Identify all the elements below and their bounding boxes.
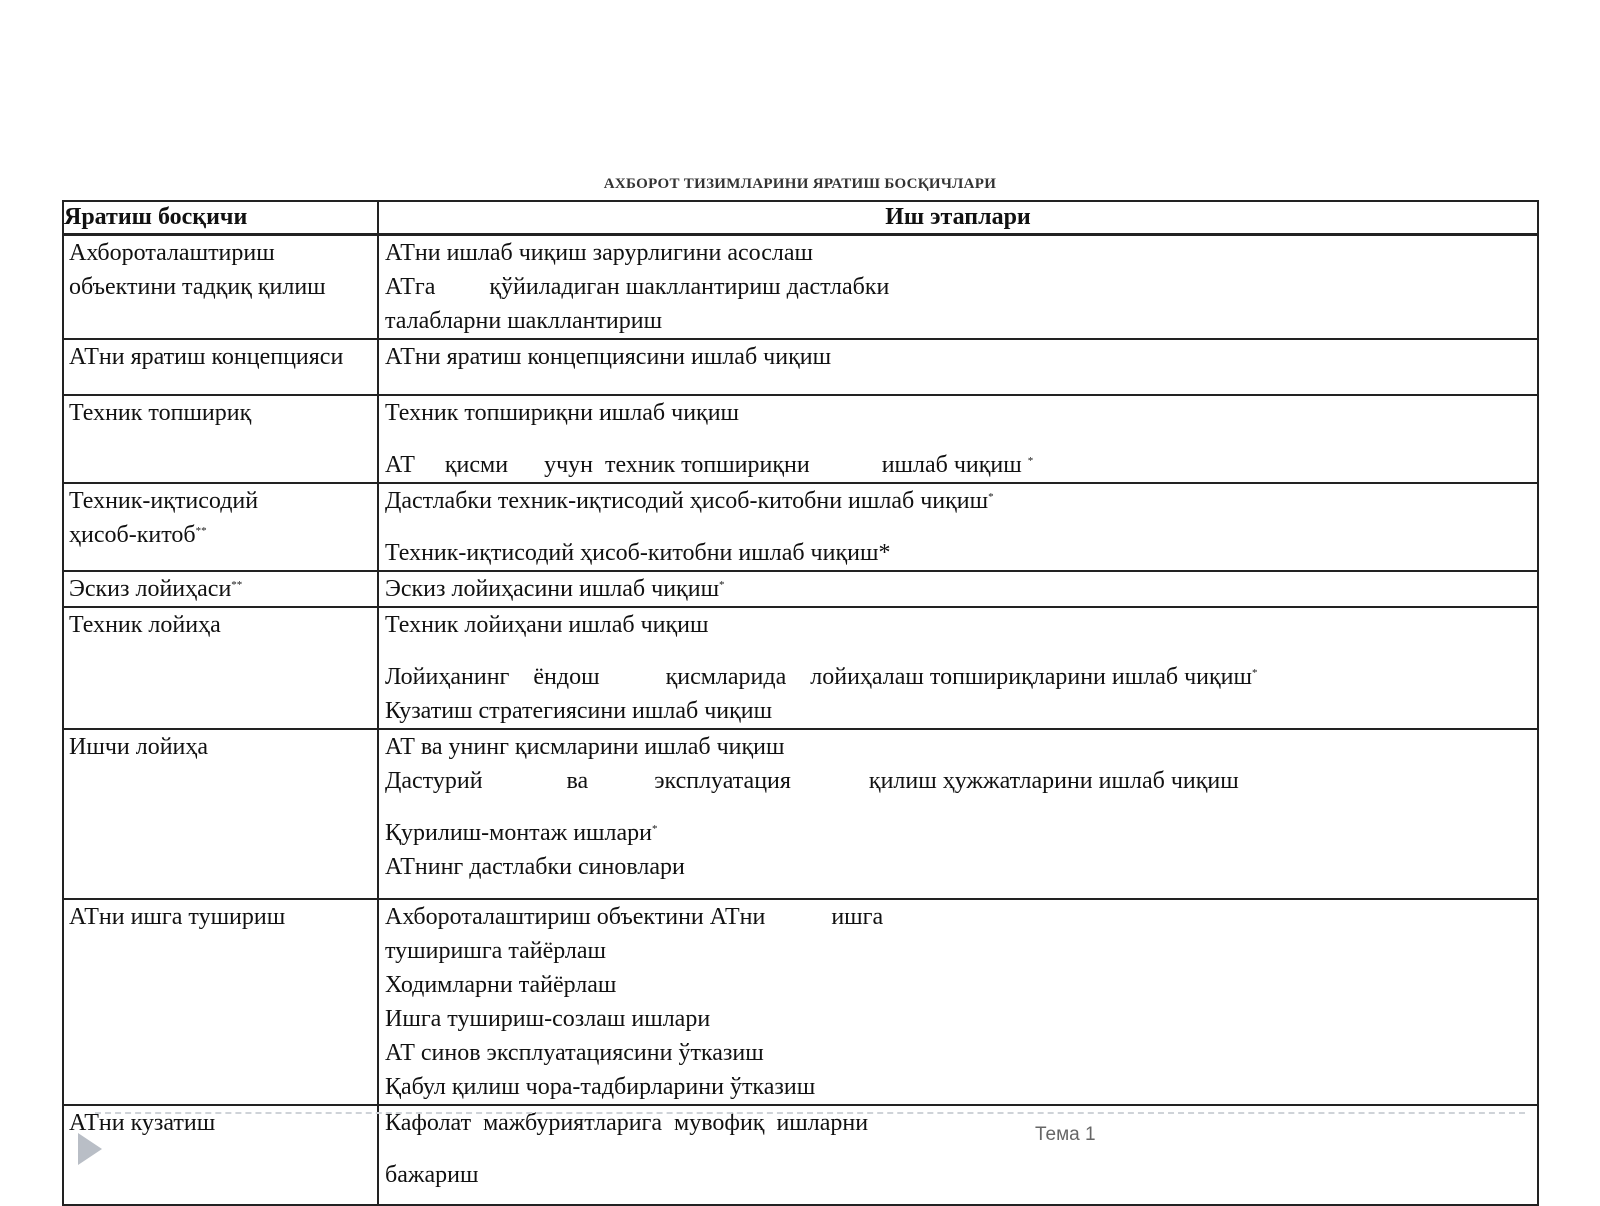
step-text: туширишга тайёрлаш [385, 938, 607, 964]
table-row [63, 729, 1538, 899]
step-text: Қурилиш-монтаж ишлари [385, 820, 652, 846]
stage-label-line [69, 236, 371, 270]
stage-label-text: Ахбороталаштириш [69, 240, 275, 266]
step-line [385, 764, 1531, 798]
step-line [385, 484, 1531, 518]
step-text: АТни ишлаб чиқиш зарурлигини асослаш [385, 240, 813, 266]
table-row [63, 235, 1538, 340]
stage-cell [63, 235, 378, 340]
stage-cell [63, 339, 378, 395]
stage-label-text: Ишчи лойиҳа [69, 734, 209, 760]
step-line [385, 968, 1531, 1002]
stage-label-line [69, 270, 371, 304]
stage-label-line [69, 900, 371, 934]
step-line [385, 1158, 1531, 1192]
line-gap [385, 798, 1531, 816]
play-arrow-icon[interactable] [78, 1133, 102, 1165]
step-text: Ишга тушириш-созлаш ишлари [385, 1006, 711, 1032]
footnote-marker: * [652, 823, 658, 835]
stage-cell [63, 483, 378, 571]
step-text: Ахбороталаштириш объектини АТни ишга [385, 904, 884, 930]
stage-cell [63, 729, 378, 899]
step-line [385, 934, 1531, 968]
step-line [385, 660, 1531, 694]
step-text: АТ қисми учун техник топшириқни ишлаб чиқиш [385, 452, 1028, 478]
step-text: Дастлабки техник-иқтисодий ҳисоб-китобни ишлаб чиқиш [385, 488, 989, 514]
step-line [385, 1002, 1531, 1036]
step-line [385, 340, 1531, 374]
step-text: АТ ва унинг қисмларини ишлаб чиқиш [385, 734, 785, 760]
stage-label-text: объектини тадқиқ қилиш [69, 274, 326, 300]
step-text: Кузатиш стратегиясини ишлаб чиқиш [385, 698, 773, 724]
footnote-marker: * [988, 491, 994, 503]
stages-table [62, 200, 1539, 1206]
line-gap [385, 1140, 1531, 1158]
step-text: Лойиҳанинг ёндош қисмларида лойиҳалаш топшириқларини ишлаб чиқиш [385, 664, 1252, 690]
footer-divider [95, 1112, 1525, 1114]
step-line [385, 1036, 1531, 1070]
table-row [63, 483, 1538, 571]
step-text: Техник-иқтисодий ҳисоб-китобни ишлаб чиқиш* [385, 540, 891, 566]
stage-cell [63, 395, 378, 483]
step-line [385, 608, 1531, 642]
step-line [385, 448, 1531, 482]
stage-label-line [69, 608, 371, 642]
stage-label-line [69, 518, 371, 552]
step-line [385, 536, 1531, 570]
column-header-steps: Иш этаплари [378, 201, 1538, 235]
step-text: Техник лойиҳани ишлаб чиқиш [385, 612, 709, 638]
stage-label-text: Эскиз лойиҳаси [69, 576, 232, 602]
step-text: Эскиз лойиҳасини ишлаб чиқиш [385, 576, 720, 602]
stage-label-text: АТни кузатиш [69, 1110, 216, 1136]
table-row [63, 339, 1538, 395]
step-line [385, 304, 1531, 338]
step-text: АТ синов эксплуатациясини ўтказиш [385, 1040, 764, 1066]
steps-cell [378, 395, 1538, 483]
table-header-row [63, 201, 1538, 235]
steps-cell [378, 571, 1538, 607]
stage-label-text: Техник-иқтисодий [69, 488, 259, 514]
steps-cell [378, 483, 1538, 571]
step-text: Қабул қилиш чора-тадбирларини ўтказиш [385, 1074, 816, 1100]
document-title: АХБОРОТ ТИЗИМЛАРИНИ ЯРАТИШ БОСҚИЧЛАРИ [603, 176, 997, 192]
footnote-marker: ** [231, 579, 243, 591]
step-line [385, 900, 1531, 934]
step-line [385, 270, 1531, 304]
stage-label-line [69, 396, 371, 430]
stage-label-line [69, 730, 371, 764]
step-line [385, 730, 1531, 764]
footnote-marker: * [1027, 455, 1034, 467]
step-text: Ходимларни тайёрлаш [385, 972, 617, 998]
table-row [63, 571, 1538, 607]
stage-cell [63, 1105, 378, 1205]
steps-cell [378, 729, 1538, 899]
table-row [63, 607, 1538, 729]
steps-cell [378, 607, 1538, 729]
footnote-marker: * [719, 579, 725, 591]
stage-label-text: Техник лойиҳа [69, 612, 221, 638]
footnote-marker: * [1251, 667, 1258, 679]
step-text: АТни яратиш концепциясини ишлаб чиқиш [385, 344, 832, 370]
line-gap [385, 642, 1531, 660]
footnote-marker: ** [195, 525, 207, 537]
step-line [385, 694, 1531, 728]
stage-label-line [69, 484, 371, 518]
stage-label-text: АТни яратиш концепцияси [69, 344, 344, 370]
step-text: АТнинг дастлабки синовлари [385, 854, 685, 880]
footer-label: Тема 1 [1035, 1124, 1096, 1145]
table-row [63, 395, 1538, 483]
step-line [385, 1070, 1531, 1104]
step-line [385, 572, 1531, 606]
table-row [63, 899, 1538, 1105]
step-text: талабларни шакллантириш [385, 308, 663, 334]
stage-label-text: ҳисоб-китоб [69, 522, 196, 548]
line-gap [385, 518, 1531, 536]
column-header-stage: Яратиш босқичи [63, 201, 378, 235]
step-line [385, 816, 1531, 850]
step-text: Техник топшириқни ишлаб чиқиш [385, 400, 740, 426]
line-gap [385, 430, 1531, 448]
steps-cell [378, 899, 1538, 1105]
step-text: Кафолат мажбуриятларига мувофиқ ишларни [385, 1110, 869, 1136]
stage-cell [63, 899, 378, 1105]
stage-label-text: Техник топшириқ [69, 400, 252, 426]
table-row [63, 1105, 1538, 1205]
steps-cell [378, 339, 1538, 395]
stage-label-line [69, 340, 371, 374]
step-text: бажариш [385, 1162, 479, 1188]
stage-cell [63, 571, 378, 607]
steps-cell [378, 235, 1538, 340]
stage-label-text: АТни ишга тушириш [69, 904, 286, 930]
steps-cell [378, 1105, 1538, 1205]
step-line [385, 850, 1531, 884]
step-text: Дастурий ва эксплуатация қилиш ҳужжатларини ишлаб чиқиш [385, 768, 1239, 794]
step-line [385, 236, 1531, 270]
step-text: АТга қўйиладиган шакллантириш дастлабки [385, 274, 890, 300]
stage-cell [63, 607, 378, 729]
step-line [385, 396, 1531, 430]
stage-label-line [69, 572, 371, 606]
